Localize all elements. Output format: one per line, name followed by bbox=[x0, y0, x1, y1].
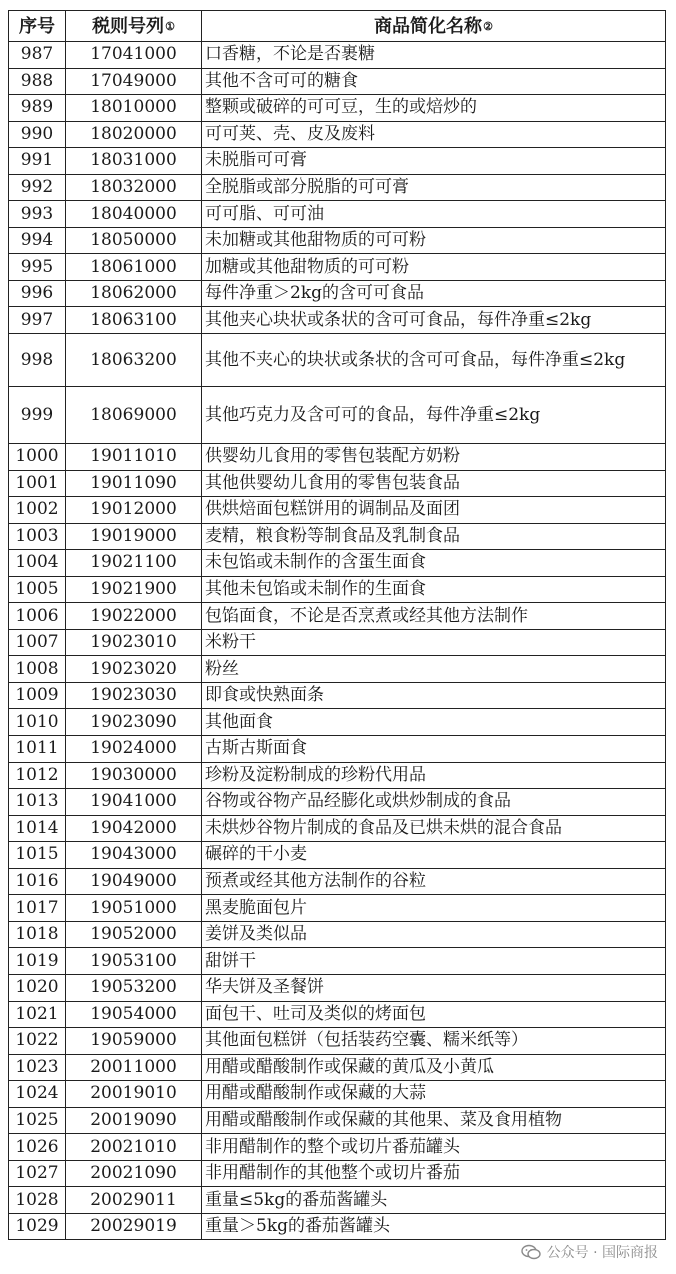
row-tariff-code: 19041000 bbox=[66, 789, 202, 816]
row-product-name: 可可荚、壳、皮及废料 bbox=[202, 121, 666, 148]
row-product-name: 米粉干 bbox=[202, 629, 666, 656]
row-index: 1012 bbox=[9, 762, 66, 789]
row-product-name: 其他夹心块状或条状的含可可食品，每件净重≤2kg bbox=[202, 307, 666, 334]
row-index: 1028 bbox=[9, 1187, 66, 1214]
row-product-name: 包馅面食，不论是否烹煮或经其他方法制作 bbox=[202, 603, 666, 630]
table-row bbox=[9, 948, 666, 975]
row-tariff-code: 18069000 bbox=[66, 387, 202, 444]
row-tariff-code: 20029011 bbox=[66, 1187, 202, 1214]
table-row bbox=[9, 576, 666, 603]
table-row bbox=[9, 868, 666, 895]
row-product-name: 谷物或谷物产品经膨化或烘炒制成的食品 bbox=[202, 789, 666, 816]
row-product-name: 未烘炒谷物片制成的食品及已烘未烘的混合食品 bbox=[202, 815, 666, 842]
row-index: 1018 bbox=[9, 921, 66, 948]
tariff-table bbox=[8, 10, 666, 1240]
row-index: 1027 bbox=[9, 1160, 66, 1187]
table-row bbox=[9, 1107, 666, 1134]
watermark bbox=[517, 1240, 662, 1264]
row-tariff-code: 19059000 bbox=[66, 1028, 202, 1055]
row-product-name: 预煮或经其他方法制作的谷粒 bbox=[202, 868, 666, 895]
row-index: 991 bbox=[9, 148, 66, 175]
table-row bbox=[9, 1001, 666, 1028]
row-index: 1005 bbox=[9, 576, 66, 603]
table-row bbox=[9, 307, 666, 334]
table-row bbox=[9, 815, 666, 842]
row-index: 994 bbox=[9, 227, 66, 254]
table-row bbox=[9, 1213, 666, 1240]
header-code: 税则号列① bbox=[66, 11, 202, 42]
row-product-name: 其他未包馅或未制作的生面食 bbox=[202, 576, 666, 603]
table-row bbox=[9, 656, 666, 683]
row-product-name: 整颗或破碎的可可豆，生的或焙炒的 bbox=[202, 95, 666, 122]
table-row bbox=[9, 280, 666, 307]
row-tariff-code: 19022000 bbox=[66, 603, 202, 630]
row-index: 998 bbox=[9, 334, 66, 387]
table-row bbox=[9, 497, 666, 524]
row-tariff-code: 19019000 bbox=[66, 523, 202, 550]
table-row bbox=[9, 201, 666, 228]
table-row bbox=[9, 1160, 666, 1187]
table-row bbox=[9, 523, 666, 550]
watermark-text: 公众号 · 国际商报 bbox=[546, 1245, 658, 1261]
table-row bbox=[9, 68, 666, 95]
row-index: 989 bbox=[9, 95, 66, 122]
row-tariff-code: 19053100 bbox=[66, 948, 202, 975]
row-tariff-code: 19021900 bbox=[66, 576, 202, 603]
row-index: 1014 bbox=[9, 815, 66, 842]
row-tariff-code: 18063200 bbox=[66, 334, 202, 387]
row-tariff-code: 19030000 bbox=[66, 762, 202, 789]
footnote-marker: ② bbox=[483, 19, 493, 33]
row-tariff-code: 20021010 bbox=[66, 1134, 202, 1161]
row-product-name: 甜饼干 bbox=[202, 948, 666, 975]
row-tariff-code: 19042000 bbox=[66, 815, 202, 842]
row-index: 1023 bbox=[9, 1054, 66, 1081]
table-row bbox=[9, 387, 666, 444]
row-tariff-code: 19053200 bbox=[66, 974, 202, 1001]
row-tariff-code: 19023020 bbox=[66, 656, 202, 683]
row-product-name: 其他供婴幼儿食用的零售包装食品 bbox=[202, 470, 666, 497]
row-product-name: 粉丝 bbox=[202, 656, 666, 683]
row-index: 988 bbox=[9, 68, 66, 95]
row-tariff-code: 18010000 bbox=[66, 95, 202, 122]
table-row bbox=[9, 148, 666, 175]
row-product-name: 每件净重＞2kg的含可可食品 bbox=[202, 280, 666, 307]
row-product-name: 未加糖或其他甜物质的可可粉 bbox=[202, 227, 666, 254]
row-index: 1029 bbox=[9, 1213, 66, 1240]
row-index: 1007 bbox=[9, 629, 66, 656]
row-product-name: 重量≤5kg的番茄酱罐头 bbox=[202, 1187, 666, 1214]
row-tariff-code: 19011010 bbox=[66, 444, 202, 471]
table-row bbox=[9, 895, 666, 922]
table-row bbox=[9, 789, 666, 816]
row-tariff-code: 20021090 bbox=[66, 1160, 202, 1187]
table-row bbox=[9, 470, 666, 497]
row-tariff-code: 20019010 bbox=[66, 1081, 202, 1108]
row-product-name: 未包馅或未制作的含蛋生面食 bbox=[202, 550, 666, 577]
row-product-name: 用醋或醋酸制作或保藏的其他果、菜及食用植物 bbox=[202, 1107, 666, 1134]
row-product-name: 姜饼及类似品 bbox=[202, 921, 666, 948]
row-tariff-code: 19043000 bbox=[66, 842, 202, 869]
table-row bbox=[9, 1187, 666, 1214]
footnote-marker: ① bbox=[165, 19, 175, 33]
row-tariff-code: 18031000 bbox=[66, 148, 202, 175]
row-product-name: 可可脂、可可油 bbox=[202, 201, 666, 228]
row-product-name: 其他面包糕饼（包括装药空囊、糯米纸等） bbox=[202, 1028, 666, 1055]
table-row bbox=[9, 334, 666, 387]
row-product-name: 黑麦脆面包片 bbox=[202, 895, 666, 922]
row-tariff-code: 19052000 bbox=[66, 921, 202, 948]
row-product-name: 珍粉及淀粉制成的珍粉代用品 bbox=[202, 762, 666, 789]
row-index: 992 bbox=[9, 174, 66, 201]
row-index: 1021 bbox=[9, 1001, 66, 1028]
row-product-name: 其他不含可可的糖食 bbox=[202, 68, 666, 95]
row-index: 1011 bbox=[9, 736, 66, 763]
table-row bbox=[9, 42, 666, 69]
row-index: 990 bbox=[9, 121, 66, 148]
row-tariff-code: 18020000 bbox=[66, 121, 202, 148]
row-product-name: 重量＞5kg的番茄酱罐头 bbox=[202, 1213, 666, 1240]
row-index: 999 bbox=[9, 387, 66, 444]
row-product-name: 口香糖，不论是否裹糖 bbox=[202, 42, 666, 69]
row-product-name: 非用醋制作的其他整个或切片番茄 bbox=[202, 1160, 666, 1187]
row-index: 1008 bbox=[9, 656, 66, 683]
row-index: 1025 bbox=[9, 1107, 66, 1134]
row-product-name: 古斯古斯面食 bbox=[202, 736, 666, 763]
row-index: 1020 bbox=[9, 974, 66, 1001]
row-tariff-code: 18063100 bbox=[66, 307, 202, 334]
table-row bbox=[9, 682, 666, 709]
row-index: 1024 bbox=[9, 1081, 66, 1108]
row-tariff-code: 18062000 bbox=[66, 280, 202, 307]
row-product-name: 非用醋制作的整个或切片番茄罐头 bbox=[202, 1134, 666, 1161]
table-row bbox=[9, 921, 666, 948]
row-tariff-code: 18040000 bbox=[66, 201, 202, 228]
row-index: 1006 bbox=[9, 603, 66, 630]
row-product-name: 华夫饼及圣餐饼 bbox=[202, 974, 666, 1001]
table-row bbox=[9, 736, 666, 763]
row-tariff-code: 18061000 bbox=[66, 254, 202, 281]
row-tariff-code: 19011090 bbox=[66, 470, 202, 497]
row-product-name: 未脱脂可可膏 bbox=[202, 148, 666, 175]
table-row bbox=[9, 1054, 666, 1081]
row-index: 987 bbox=[9, 42, 66, 69]
row-index: 996 bbox=[9, 280, 66, 307]
row-product-name: 用醋或醋酸制作或保藏的大蒜 bbox=[202, 1081, 666, 1108]
table-row bbox=[9, 709, 666, 736]
row-index: 1001 bbox=[9, 470, 66, 497]
row-product-name: 其他巧克力及含可可的食品，每件净重≤2kg bbox=[202, 387, 666, 444]
row-index: 1017 bbox=[9, 895, 66, 922]
row-product-name: 用醋或醋酸制作或保藏的黄瓜及小黄瓜 bbox=[202, 1054, 666, 1081]
table-row bbox=[9, 227, 666, 254]
row-index: 993 bbox=[9, 201, 66, 228]
row-index: 1013 bbox=[9, 789, 66, 816]
row-index: 1010 bbox=[9, 709, 66, 736]
row-tariff-code: 19021100 bbox=[66, 550, 202, 577]
row-product-name: 麦精，粮食粉等制食品及乳制食品 bbox=[202, 523, 666, 550]
row-product-name: 加糖或其他甜物质的可可粉 bbox=[202, 254, 666, 281]
row-tariff-code: 19024000 bbox=[66, 736, 202, 763]
row-product-name: 即食或快熟面条 bbox=[202, 682, 666, 709]
row-index: 1004 bbox=[9, 550, 66, 577]
header-index: 序号 bbox=[9, 11, 66, 42]
row-tariff-code: 19023010 bbox=[66, 629, 202, 656]
row-tariff-code: 18050000 bbox=[66, 227, 202, 254]
row-index: 1003 bbox=[9, 523, 66, 550]
row-tariff-code: 18032000 bbox=[66, 174, 202, 201]
row-product-name: 其他不夹心的块状或条状的含可可食品，每件净重≤2kg bbox=[202, 334, 666, 387]
row-tariff-code: 19023090 bbox=[66, 709, 202, 736]
row-index: 1000 bbox=[9, 444, 66, 471]
row-tariff-code: 19054000 bbox=[66, 1001, 202, 1028]
row-product-name: 供烘焙面包糕饼用的调制品及面团 bbox=[202, 497, 666, 524]
row-tariff-code: 19023030 bbox=[66, 682, 202, 709]
table-header-row bbox=[9, 11, 666, 42]
row-product-name: 其他面食 bbox=[202, 709, 666, 736]
table-row bbox=[9, 842, 666, 869]
table-row bbox=[9, 254, 666, 281]
row-product-name: 面包干、吐司及类似的烤面包 bbox=[202, 1001, 666, 1028]
table-row bbox=[9, 974, 666, 1001]
row-tariff-code: 17049000 bbox=[66, 68, 202, 95]
row-tariff-code: 20019090 bbox=[66, 1107, 202, 1134]
table-row bbox=[9, 603, 666, 630]
table-row bbox=[9, 1134, 666, 1161]
table-row bbox=[9, 95, 666, 122]
row-tariff-code: 20029019 bbox=[66, 1213, 202, 1240]
table-row bbox=[9, 1028, 666, 1055]
row-index: 1016 bbox=[9, 868, 66, 895]
table-row bbox=[9, 174, 666, 201]
row-product-name: 碾碎的干小麦 bbox=[202, 842, 666, 869]
table-row bbox=[9, 629, 666, 656]
row-index: 1026 bbox=[9, 1134, 66, 1161]
row-index: 997 bbox=[9, 307, 66, 334]
row-tariff-code: 19012000 bbox=[66, 497, 202, 524]
row-tariff-code: 17041000 bbox=[66, 42, 202, 69]
header-name: 商品简化名称② bbox=[202, 11, 666, 42]
row-product-name: 供婴幼儿食用的零售包装配方奶粉 bbox=[202, 444, 666, 471]
row-tariff-code: 20011000 bbox=[66, 1054, 202, 1081]
row-tariff-code: 19049000 bbox=[66, 868, 202, 895]
row-tariff-code: 19051000 bbox=[66, 895, 202, 922]
table-row bbox=[9, 121, 666, 148]
table-row bbox=[9, 550, 666, 577]
wechat-icon bbox=[521, 1244, 541, 1260]
row-index: 1019 bbox=[9, 948, 66, 975]
row-index: 1022 bbox=[9, 1028, 66, 1055]
row-product-name: 全脱脂或部分脱脂的可可膏 bbox=[202, 174, 666, 201]
row-index: 1015 bbox=[9, 842, 66, 869]
table-row bbox=[9, 444, 666, 471]
table-row bbox=[9, 762, 666, 789]
row-index: 1009 bbox=[9, 682, 66, 709]
row-index: 995 bbox=[9, 254, 66, 281]
row-index: 1002 bbox=[9, 497, 66, 524]
table-row bbox=[9, 1081, 666, 1108]
